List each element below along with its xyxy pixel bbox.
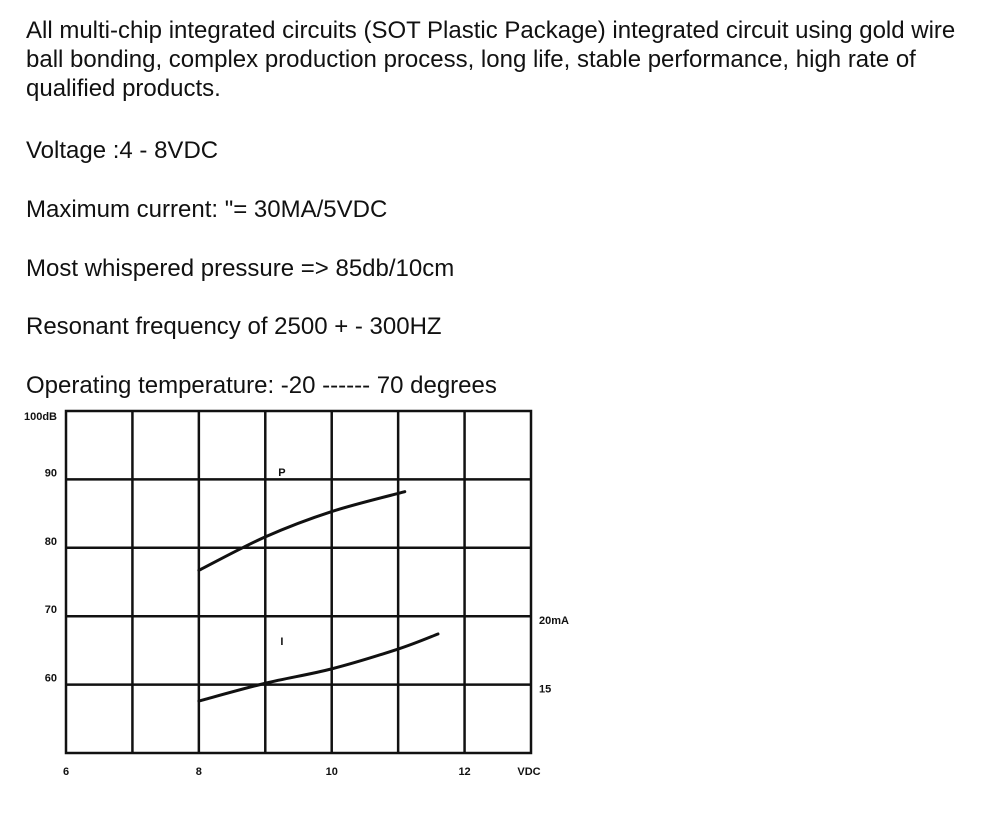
chart-grid xyxy=(66,411,531,753)
x-tick-label: 12 xyxy=(458,766,471,778)
y-tick-label: 90 xyxy=(44,467,57,480)
x-tick-label: 8 xyxy=(195,766,202,778)
series-line-p xyxy=(199,492,405,571)
series-label-p: P xyxy=(278,466,286,479)
right-axis-label: 15 xyxy=(539,683,552,696)
x-tick-label: 10 xyxy=(325,766,338,778)
y-tick-label: 100dB xyxy=(23,411,57,423)
series-label-i: I xyxy=(280,635,284,648)
product-description: All multi-chip integrated circuits (SOT Plastic Package) integrated circuit using gold wire ball bonding, complex production process, long life, stable performance, high rate of qualified products. xyxy=(26,17,956,102)
spec-voltage: Voltage :4 - 8VDC xyxy=(26,137,219,164)
y-tick-label: 70 xyxy=(44,604,57,617)
chart-curves xyxy=(199,492,438,701)
spec-max-current: Maximum current: "= 30MA/5VDC xyxy=(26,196,388,223)
spec-sound-pressure: Most whispered pressure => 85db/10cm xyxy=(26,255,455,282)
spec-operating-temperature: Operating temperature: -20 ------ 70 degrees xyxy=(26,372,497,399)
chart-frame xyxy=(66,411,531,753)
y-tick-label: 60 xyxy=(44,672,57,685)
chart-labels xyxy=(24,411,569,778)
x-tick-label: 6 xyxy=(62,766,70,778)
right-axis-label: 20mA xyxy=(539,615,569,628)
spec-resonant-frequency: Resonant frequency of 2500 + - 300HZ xyxy=(26,313,442,340)
performance-chart xyxy=(0,400,600,790)
y-tick-label: 80 xyxy=(44,535,57,548)
series-line-i xyxy=(199,634,438,701)
x-unit-label: VDC xyxy=(517,766,541,778)
